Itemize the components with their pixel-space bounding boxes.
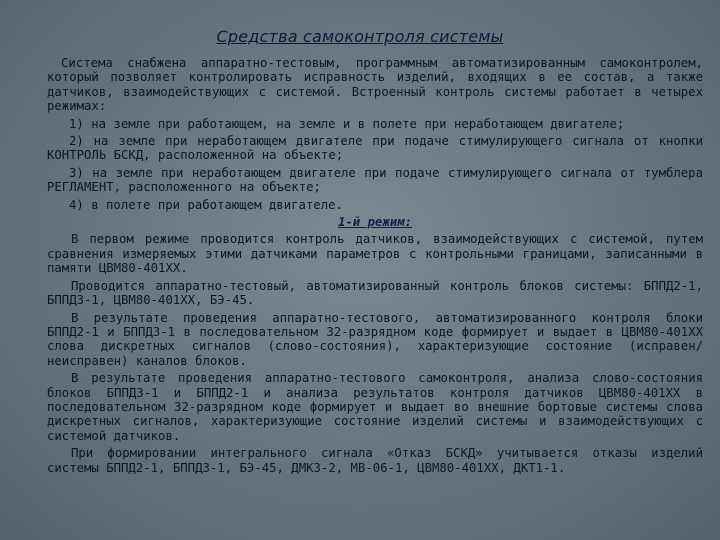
mode-item-4: 4) в полете при работающем двигателе. <box>69 197 343 212</box>
mode-item-2: 2) на земле при неработающем двигателе при подаче стимулирующего сигнала от кнопки КОНТРОЛЬ БСКД, расположенной на объекте; <box>47 134 703 163</box>
slide-body <box>47 56 703 478</box>
paragraph-3: В результате проведения аппаратно-тестового, автоматизированного контроля блоки БППД2-1 и БППДЗ-1 в последовательном 32-разрядном коде формирует и выдает в ЦВМ80-401ХХ слова дискретных сигналов (слово-состояния), характеризующие состояние (исправен/неисправен) каналов блоков. <box>47 310 703 368</box>
intro-paragraph: Система снабжена аппаратно-тестовым, программным автоматизированным самоконтролем, который позволяет контролировать исправность изделий, входящих в ее состав, а также датчиков, взаимодействующих с системой. Встроенный контроль системы работает в четырех режимах: <box>47 56 703 114</box>
paragraph-4: В результате проведения аппаратно-тестового самоконтроля, анализа слово-состояния блоков БППДЗ-1 и БППД2-1 и анализа результатов контроля датчиков ЦВМ80-401ХХ в последовательном 32-разрядном коде формирует и выдает во внешние бортовые системы слова дискретных сигналов, характеризующие состояние изделий системы и взаимодействующих с системой датчиков. <box>47 371 703 443</box>
slide-title: Средства самоконтроля системы <box>216 27 504 46</box>
paragraph-1: В первом режиме проводится контроль датчиков, взаимодействующих с системой, путем сравнения измеряемых этими датчиками параметров с контрольными границами, записанными в памяти ЦВМ80-401ХХ. <box>47 232 703 276</box>
paragraph-5: При формировании интегрального сигнала «Отказ БСКД» учитывается отказы изделий системы БППД2-1, БППДЗ-1, БЭ-45, ДМКЗ-2, МВ-06-1, ЦВМ80-401ХХ, ДКТ1-1. <box>47 446 703 475</box>
mode-item-1: 1) на земле при работающем, на земле и в полете при неработающем двигателе; <box>69 116 625 131</box>
mode-item-3: 3) на земле при неработающем двигателе при подаче стимулирующего сигнала от тумблера РЕГЛАМЕНТ, расположенного на объекте; <box>47 165 703 195</box>
mode-heading: 1-й режим: <box>337 215 413 230</box>
paragraph-2: Проводится аппаратно-тестовый, автоматизированный контроль блоков системы: БППД2-1, БППДЗ-1, ЦВМ80-401ХХ, БЭ-45. <box>47 278 703 308</box>
